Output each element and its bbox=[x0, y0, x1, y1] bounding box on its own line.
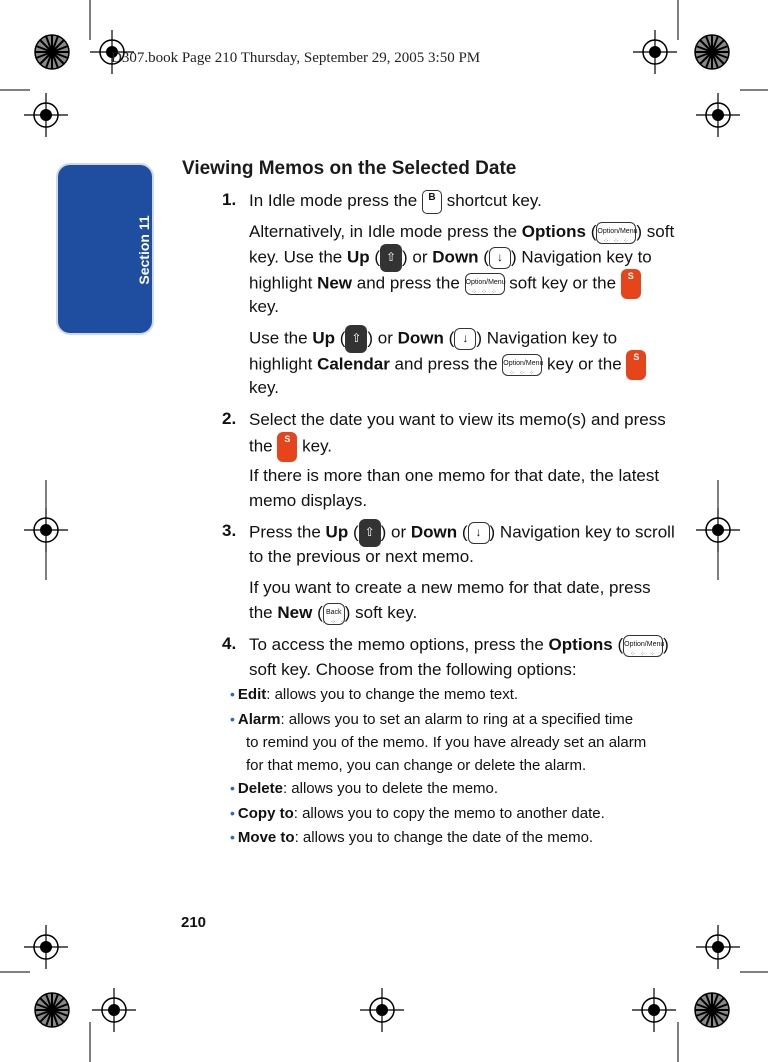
bullet-icon: • bbox=[230, 686, 235, 702]
bullet-copy-to: • Copy to: allows you to copy the memo to another date. bbox=[230, 805, 605, 822]
bullet-icon: • bbox=[230, 829, 235, 845]
step-1-para-7: key. bbox=[249, 378, 279, 397]
back-key-icon: Back ⁘ ⁘ ⁘ bbox=[323, 603, 345, 625]
s-key-icon: S bbox=[626, 350, 646, 380]
bullet-alarm: • Alarm: allows you to set an alarm to ring at a specified time bbox=[230, 711, 634, 728]
bullet-edit: • Edit: allows you to change the memo text. bbox=[230, 686, 519, 703]
step-3-line-4: the New ( Back ⁘ ⁘ ⁘ ) soft key. bbox=[249, 603, 418, 626]
up-nav-key-icon: ⇧ bbox=[380, 244, 402, 272]
step-1-para-2: key. Use the Up ( ⇧ ) or Down ( ↓ ) Navigation key to bbox=[249, 244, 652, 272]
step-4-line-1: To access the memo options, press the Options (Option/Menu ⁘ ⁘ ⁘ ) bbox=[249, 635, 669, 658]
step-3-line-3: If you want to create a new memo for that date, press bbox=[249, 578, 651, 597]
step-1-para-5: Use the Up ( ⇧ ) or Down ( ↓ ) Navigation key to bbox=[249, 325, 617, 353]
page-number: 210 bbox=[181, 914, 207, 931]
up-nav-key-icon: ⇧ bbox=[345, 325, 367, 353]
print-header: D307.book Page 210 Thursday, September 29, 2005 3:50 PM bbox=[111, 50, 481, 66]
step-1-number: 1. bbox=[222, 190, 237, 209]
page-title: Viewing Memos on the Selected Date bbox=[182, 158, 517, 179]
option-menu-key-icon: Option/Menu ⁘ ⁘ ⁘ bbox=[465, 273, 505, 295]
option-menu-key-icon: Option/Menu ⁘ ⁘ ⁘ bbox=[623, 635, 663, 657]
step-1-para-6: highlight Calendar and press the Option/Menu ⁘ ⁘ ⁘ key or the S bbox=[249, 350, 646, 380]
bullet-icon: • bbox=[230, 780, 235, 796]
b-shortcut-key-icon: B bbox=[422, 190, 442, 214]
step-3-number: 3. bbox=[222, 521, 237, 540]
down-nav-key-icon: ↓ bbox=[468, 522, 490, 544]
step-3-line-2: to the previous or next memo. bbox=[249, 547, 474, 566]
step-3-line-1: Press the Up ( ⇧ ) or Down ( ↓ ) Navigation key to scroll bbox=[249, 519, 675, 547]
bullet-delete: • Delete: allows you to delete the memo. bbox=[230, 780, 499, 797]
step-1-para-1: Alternatively, in Idle mode press the Options (Option/Menu ⁘ ⁘ ⁘ ) soft bbox=[249, 222, 675, 245]
section-tab-label: Section 11 bbox=[136, 215, 152, 285]
option-menu-key-icon: Option/Menu ⁘ ⁘ ⁘ bbox=[502, 354, 542, 376]
bullet-icon: • bbox=[230, 711, 235, 727]
bullet-alarm-cont-2: for that memo, you can change or delete the alarm. bbox=[246, 757, 587, 774]
step-2-line-1: Select the date you want to view its memo(s) and press bbox=[249, 410, 666, 429]
step-2-number: 2. bbox=[222, 409, 237, 428]
bullet-icon: • bbox=[230, 805, 235, 821]
option-menu-key-icon: Option/Menu ⁘ ⁘ ⁘ bbox=[596, 222, 636, 244]
step-2-line-3: If there is more than one memo for that date, the latest bbox=[249, 466, 660, 485]
step-2-line-4: memo displays. bbox=[249, 491, 368, 510]
step-1-para-3: highlight New and press the Option/Menu ⁘ ⁘ ⁘ soft key or the S bbox=[249, 269, 641, 299]
bullet-alarm-cont-1: to remind you of the memo. If you have already set an alarm bbox=[246, 734, 647, 751]
step-4-line-2: soft key. Choose from the following options: bbox=[249, 660, 577, 679]
step-4-number: 4. bbox=[222, 634, 237, 653]
step-2-line-2: the S key. bbox=[249, 432, 332, 462]
step-1-line-1: In Idle mode press the B shortcut key. bbox=[249, 188, 542, 214]
down-nav-key-icon: ↓ bbox=[489, 247, 511, 269]
s-key-icon: S bbox=[277, 432, 297, 462]
up-nav-key-icon: ⇧ bbox=[359, 519, 381, 547]
down-nav-key-icon: ↓ bbox=[454, 328, 476, 350]
step-1-para-4: key. bbox=[249, 297, 279, 316]
bullet-move-to: • Move to: allows you to change the date of the memo. bbox=[230, 829, 594, 846]
s-key-icon: S bbox=[621, 269, 641, 299]
